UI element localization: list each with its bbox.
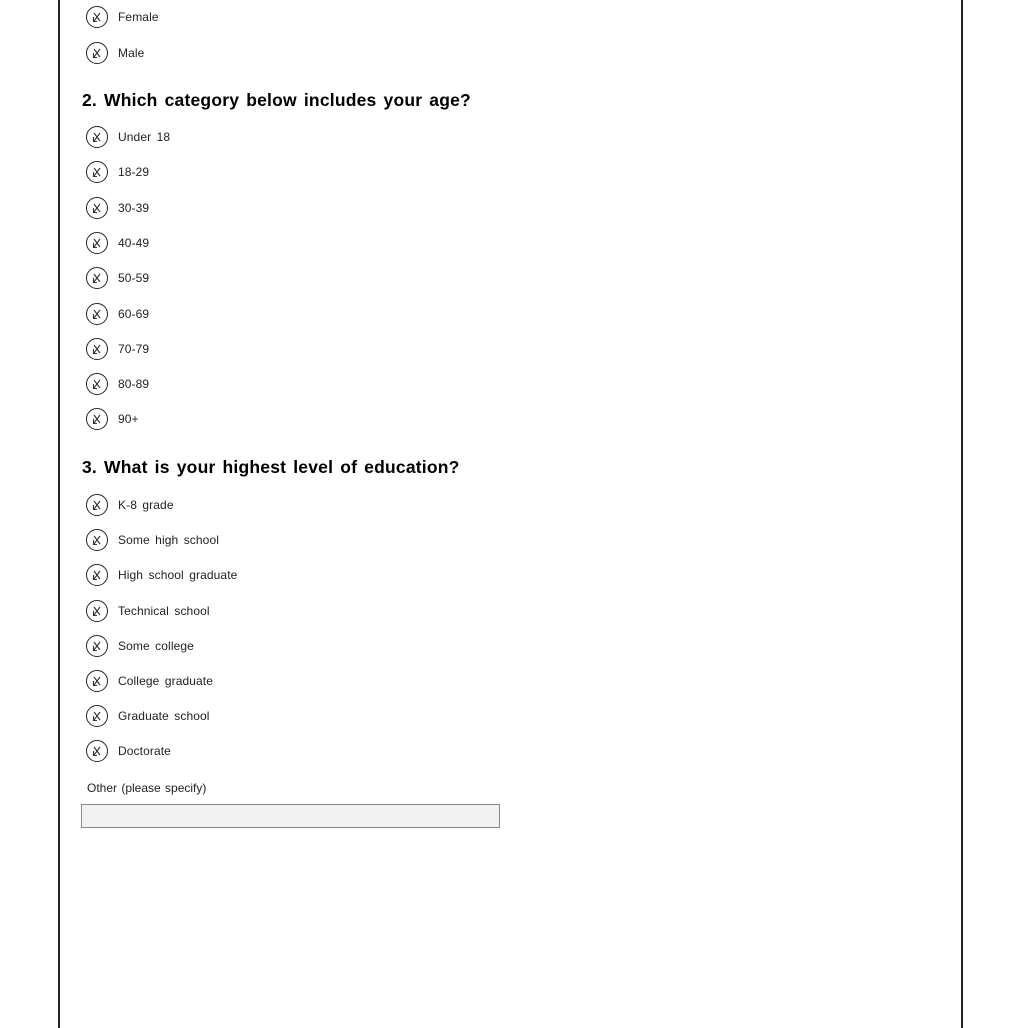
option-label: 18-29 xyxy=(118,165,150,180)
radio-marked-icon[interactable] xyxy=(86,564,108,586)
option-item[interactable] xyxy=(86,159,149,185)
option-item[interactable] xyxy=(86,336,149,362)
radio-marked-icon[interactable] xyxy=(86,529,108,551)
option-item[interactable] xyxy=(86,668,213,694)
option-female[interactable] xyxy=(86,4,159,30)
option-item[interactable] xyxy=(86,703,210,729)
option-item[interactable] xyxy=(86,195,149,221)
radio-marked-icon[interactable] xyxy=(86,161,108,183)
option-label: 40-49 xyxy=(118,235,150,250)
radio-marked-icon[interactable] xyxy=(86,373,108,395)
option-label: 30-39 xyxy=(118,200,150,215)
option-label: Female xyxy=(118,10,159,24)
radio-marked-icon[interactable] xyxy=(86,126,108,148)
option-item[interactable] xyxy=(86,527,219,553)
option-item[interactable] xyxy=(86,598,210,624)
radio-marked-icon[interactable] xyxy=(86,6,108,28)
radio-marked-icon[interactable] xyxy=(86,338,108,360)
option-label: Male xyxy=(118,46,145,60)
option-label: 70-79 xyxy=(118,341,150,356)
radio-marked-icon[interactable] xyxy=(86,232,108,254)
option-label: Some high school xyxy=(118,533,219,548)
radio-marked-icon[interactable] xyxy=(86,303,108,325)
radio-marked-icon[interactable] xyxy=(86,600,108,622)
option-item[interactable] xyxy=(86,230,149,256)
radio-marked-icon[interactable] xyxy=(86,197,108,219)
option-label: Doctorate xyxy=(118,744,171,759)
option-item[interactable] xyxy=(86,562,237,588)
radio-marked-icon[interactable] xyxy=(86,670,108,692)
option-item[interactable] xyxy=(86,301,149,327)
radio-marked-icon[interactable] xyxy=(86,635,108,657)
question-2-title: 2. Which category below includes your age? xyxy=(82,90,471,110)
option-label: College graduate xyxy=(118,674,214,688)
option-item[interactable] xyxy=(86,633,194,659)
option-label: High school graduate xyxy=(118,568,238,583)
option-label: Technical school xyxy=(118,603,210,618)
option-label: 60-69 xyxy=(118,306,150,321)
option-item[interactable] xyxy=(86,265,149,291)
radio-marked-icon[interactable] xyxy=(86,705,108,727)
option-item[interactable] xyxy=(86,492,174,518)
option-label: Some college xyxy=(118,638,194,653)
radio-marked-icon[interactable] xyxy=(86,42,108,64)
option-label: Under 18 xyxy=(118,130,171,144)
option-male[interactable] xyxy=(86,40,144,66)
radio-marked-icon[interactable] xyxy=(86,408,108,430)
radio-marked-icon[interactable] xyxy=(86,494,108,516)
other-specify-input[interactable] xyxy=(81,804,500,828)
question-3-title: 3. What is your highest level of education? xyxy=(82,457,460,477)
survey-page xyxy=(58,0,963,1028)
option-label: 80-89 xyxy=(118,377,150,392)
radio-marked-icon[interactable] xyxy=(86,740,108,762)
option-item[interactable] xyxy=(86,738,171,764)
other-label: Other (please specify) xyxy=(87,781,207,795)
option-label: Graduate school xyxy=(118,709,210,724)
option-label: 50-59 xyxy=(118,271,150,286)
option-item[interactable] xyxy=(86,406,139,432)
option-item[interactable] xyxy=(86,371,149,397)
option-label: K-8 grade xyxy=(118,498,174,512)
option-item[interactable] xyxy=(86,124,170,150)
option-label: 90+ xyxy=(118,412,139,427)
radio-marked-icon[interactable] xyxy=(86,267,108,289)
